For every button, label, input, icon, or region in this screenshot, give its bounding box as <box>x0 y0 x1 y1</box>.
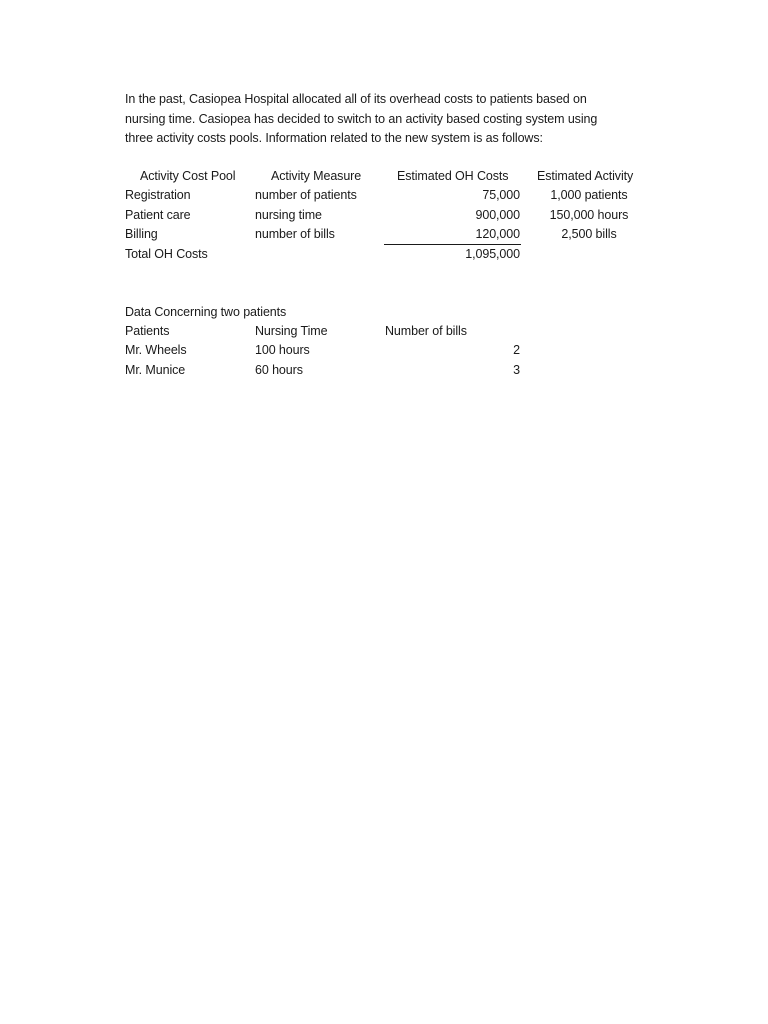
cell-measure: nursing time <box>255 208 322 222</box>
total-label: Total OH Costs <box>125 247 208 261</box>
header-number-of-bills: Number of bills <box>385 324 467 338</box>
cell-pool: Billing <box>125 227 158 241</box>
cell-bills: 3 <box>513 363 520 377</box>
cell-activity: 1,000 patients <box>550 188 628 202</box>
cell-nursing-time: 100 hours <box>255 343 310 357</box>
header-activity-cost-pool: Activity Cost Pool <box>140 169 236 183</box>
intro-line: three activity costs pools. Information related to the new system is as follows: <box>125 131 543 145</box>
intro-line: nursing time. Casiopea has decided to switch to an activity based costing system using <box>125 111 598 126</box>
header-estimated-activity: Estimated Activity <box>537 169 634 183</box>
cell-measure: number of patients <box>255 188 357 202</box>
cell-pool: Patient care <box>125 208 191 222</box>
header-estimated-oh-costs: Estimated OH Costs <box>397 169 509 183</box>
cell-activity: 150,000 hours <box>549 208 629 222</box>
intro-paragraph <box>125 90 645 149</box>
total-value: 1,095,000 <box>465 247 520 261</box>
intro-line: In the past, Casiopea Hospital allocated all of its overhead costs to patients based on <box>125 92 587 106</box>
cell-cost: 120,000 <box>475 227 520 241</box>
cell-cost: 900,000 <box>475 208 520 222</box>
cell-patient-name: Mr. Munice <box>125 363 186 377</box>
cell-pool: Registration <box>125 188 191 202</box>
header-activity-measure: Activity Measure <box>271 169 362 183</box>
cell-cost: 75,000 <box>482 188 520 202</box>
total-underline <box>384 244 521 245</box>
cell-measure: number of bills <box>255 227 335 241</box>
header-nursing-time: Nursing Time <box>255 324 328 338</box>
patients-title: Data Concerning two patients <box>125 305 287 319</box>
cell-patient-name: Mr. Wheels <box>125 343 187 357</box>
cell-activity: 2,500 bills <box>561 227 617 241</box>
header-patients: Patients <box>125 324 170 338</box>
cell-bills: 2 <box>513 343 520 357</box>
cell-nursing-time: 60 hours <box>255 363 303 377</box>
